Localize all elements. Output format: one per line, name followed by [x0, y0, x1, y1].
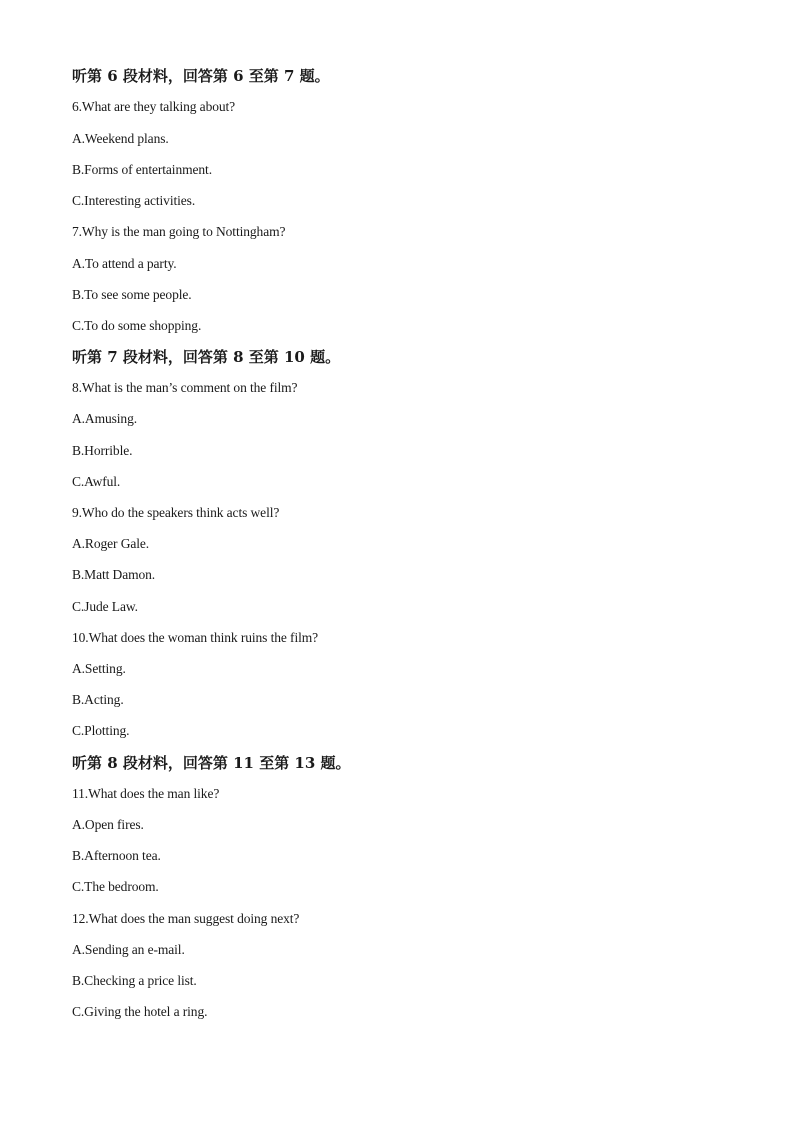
question-7-option-a: A.To attend a party. [72, 256, 177, 271]
question-6-stem: 6.What are they talking about? [72, 99, 236, 114]
question-9-option-b: B.Matt Damon. [72, 567, 156, 582]
question-6-option-b: B.Forms of entertainment. [72, 162, 212, 177]
question-12-option-b: B.Checking a price list. [72, 973, 197, 988]
question-10-option-b: B.Acting. [72, 692, 124, 707]
question-9-option-c: C.Jude Law. [72, 599, 138, 614]
question-11-option-c: C.The bedroom. [72, 879, 159, 894]
question-9-option-a: A.Roger Gale. [72, 536, 150, 551]
section-heading-3: 听第 8 段材料，回答第 11 至第 13 题。 [72, 754, 351, 772]
question-8-option-b: B.Horrible. [72, 443, 133, 458]
question-6-option-a: A.Weekend plans. [72, 131, 169, 146]
question-9-stem: 9.Who do the speakers think acts well? [72, 505, 280, 520]
question-8-stem: 8.What is the man’s comment on the film? [72, 380, 298, 395]
question-7-option-b: B.To see some people. [72, 287, 192, 302]
question-7-option-c: C.To do some shopping. [72, 318, 202, 333]
question-12-option-c: C.Giving the hotel a ring. [72, 1004, 208, 1019]
section-heading-1: 听第 6 段材料，回答第 6 至第 7 题。 [72, 67, 330, 85]
question-11-option-a: A.Open fires. [72, 817, 144, 832]
question-11-stem: 11.What does the man like? [72, 786, 220, 801]
question-6-option-c: C.Interesting activities. [72, 193, 196, 208]
question-10-option-a: A.Setting. [72, 661, 126, 676]
question-8-option-c: C.Awful. [72, 474, 121, 489]
question-8-option-a: A.Amusing. [72, 411, 138, 426]
question-11-option-b: B.Afternoon tea. [72, 848, 161, 863]
question-10-option-c: C.Plotting. [72, 723, 130, 738]
question-10-stem: 10.What does the woman think ruins the film? [72, 630, 319, 645]
question-7-stem: 7.Why is the man going to Nottingham? [72, 224, 286, 239]
question-12-stem: 12.What does the man suggest doing next? [72, 911, 300, 926]
question-12-option-a: A.Sending an e-mail. [72, 942, 185, 957]
section-heading-2: 听第 7 段材料，回答第 8 至第 10 题。 [72, 348, 341, 366]
